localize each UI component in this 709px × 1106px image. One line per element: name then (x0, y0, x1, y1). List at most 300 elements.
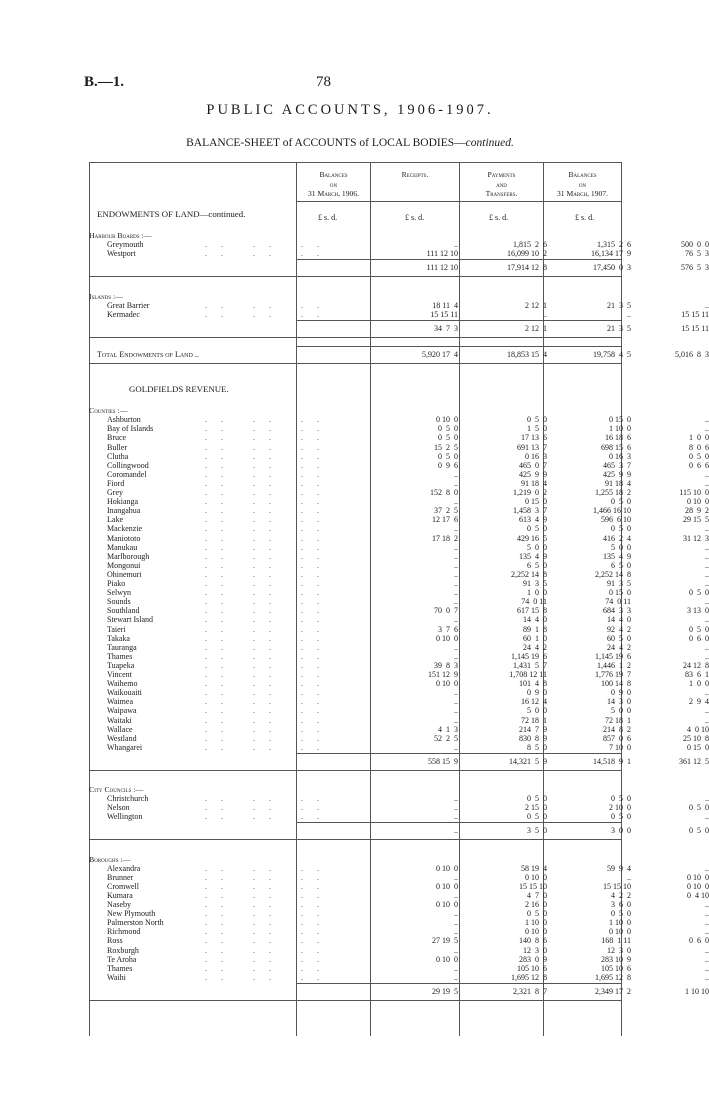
row-label: Sounds (107, 597, 131, 606)
table-row (89, 964, 709, 973)
cell-value: 5,016 8 3 (675, 350, 709, 359)
document-code: B.—1. (84, 74, 125, 90)
cell-value: 0 10 0 (525, 873, 547, 882)
cell-value: 0 5 0 (689, 625, 709, 634)
section-rule (89, 1000, 621, 1001)
leader-dots: .. .. .. (205, 606, 333, 615)
total-rule (296, 983, 621, 984)
cell-value: 21 3 5 (607, 301, 631, 310)
cell-value: 416 2 4 (603, 534, 631, 543)
table-row (89, 310, 709, 319)
leader-dots: .. .. .. (205, 424, 333, 433)
cell-value: 91 18 4 (605, 479, 631, 488)
cell-value: 8 5 0 (527, 743, 547, 752)
cell-value: 24 4 2 (523, 643, 547, 652)
cell-value: 15 15 11 (681, 310, 709, 319)
leader-dots: .. .. .. (205, 310, 333, 319)
col-header-balances-1907: Balances on 31 March, 1907. (556, 170, 609, 198)
row-label: Great Barrier (107, 301, 150, 310)
cell-value: 0 5 0 (438, 452, 458, 461)
cell-value: 29 15 5 (683, 515, 709, 524)
cell-value: 283 0 9 (519, 955, 547, 964)
table-row (89, 946, 709, 955)
cell-value: 1 10 0 (525, 918, 547, 927)
cell-value: 135 4 9 (603, 552, 631, 561)
cell-value: 0 6 6 (689, 461, 709, 470)
leader-dots: .. .. .. (205, 918, 333, 927)
table-top-rule (89, 162, 621, 163)
leader-dots: .. .. .. (205, 743, 333, 752)
leader-dots: .. .. .. (205, 301, 333, 310)
table-row (89, 461, 709, 470)
cell-value: 0 15 0 (609, 588, 631, 597)
section-heading (89, 292, 621, 301)
cell-value: 500 0 0 (681, 240, 709, 249)
cell-value: .. (627, 873, 631, 882)
cell-value: 429 16 5 (517, 534, 547, 543)
table-row (89, 606, 709, 615)
leader-dots: .. .. .. (205, 909, 333, 918)
cell-value: 4 0 10 (687, 725, 709, 734)
leader-dots: .. .. .. (205, 864, 333, 873)
cell-value: 613 4 9 (519, 515, 547, 524)
row-label: Tuapeka (107, 661, 135, 670)
cell-value: 0 9 6 (438, 461, 458, 470)
cell-value: 596 6 10 (601, 515, 631, 524)
section-rule (89, 770, 621, 771)
total-row (89, 263, 709, 272)
leader-dots: .. .. .. (205, 240, 333, 249)
cell-value: 58 19 4 (521, 864, 547, 873)
cell-value: .. (705, 561, 709, 570)
section-heading (89, 406, 621, 415)
total-row (89, 826, 709, 835)
cell-value: 283 10 9 (601, 955, 631, 964)
leader-dots: .. .. .. (205, 570, 333, 579)
page-title: PUBLIC ACCOUNTS, 1906-1907. (206, 102, 494, 118)
cell-value: .. (705, 900, 709, 909)
table-row (89, 588, 709, 597)
table-row (89, 524, 709, 533)
cell-value: .. (705, 927, 709, 936)
cell-value: 2,252 14 8 (511, 570, 547, 579)
cell-value: 1,431 5 7 (513, 661, 547, 670)
cell-value: 0 10 0 (436, 634, 458, 643)
table-row (89, 909, 709, 918)
leader-dots: .. .. .. (205, 794, 333, 803)
table-title-main: BALANCE-SHEET of ACCOUNTS of LOCAL BODIES— (186, 137, 466, 149)
row-label: Islands :— (89, 292, 123, 301)
table-row (89, 301, 709, 310)
cell-value: 18 11 4 (432, 301, 458, 310)
table-row (89, 615, 709, 624)
cell-value: 1,458 3 7 (513, 506, 547, 515)
cell-value: 558 15 9 (428, 757, 458, 766)
cell-value: 89 1 8 (523, 625, 547, 634)
cell-value: .. (705, 652, 709, 661)
section-heading (89, 385, 621, 394)
cell-value: 111 12 10 (426, 249, 458, 258)
leader-dots: .. .. .. (205, 652, 333, 661)
row-label: Waitaki (107, 716, 132, 725)
row-label: Maniototo (107, 534, 141, 543)
table-row (89, 794, 709, 803)
row-label: Manukau (107, 543, 138, 552)
row-label: Bay of Islands (107, 424, 154, 433)
cell-value: .. (454, 240, 458, 249)
cell-value: 91 3 5 (607, 579, 631, 588)
row-label: Coromandel (107, 470, 147, 479)
cell-value: 6 5 0 (611, 561, 631, 570)
cell-value: 1,255 18 2 (595, 488, 631, 497)
cell-value: 0 6 0 (689, 634, 709, 643)
row-label: Stewart Island (107, 615, 153, 624)
row-label: Thames (107, 652, 133, 661)
leader-dots: .. .. .. (205, 524, 333, 533)
leader-dots: .. .. .. (205, 515, 333, 524)
table-row (89, 688, 709, 697)
cell-value: 2 10 0 (609, 803, 631, 812)
cell-value: 698 15 6 (601, 443, 631, 452)
table-row (89, 927, 709, 936)
cell-value: 0 16 3 (525, 452, 547, 461)
cell-value: 0 9 0 (611, 688, 631, 697)
leader-dots: .. .. .. (205, 561, 333, 570)
row-label: Vincent (107, 670, 132, 679)
cell-value: .. (454, 918, 458, 927)
row-label: Te Aroha (107, 955, 137, 964)
cell-value: 0 16 3 (609, 452, 631, 461)
table-row (89, 597, 709, 606)
cell-value: 1,145 19 6 (511, 652, 547, 661)
cell-value: 152 8 0 (430, 488, 458, 497)
cell-value: .. (705, 918, 709, 927)
row-label: Nelson (107, 803, 130, 812)
cell-value: 76 5 3 (685, 249, 709, 258)
row-label: Mongonui (107, 561, 141, 570)
row-label: Westport (107, 249, 136, 258)
cell-value: .. (454, 479, 458, 488)
cell-value: 0 10 0 (525, 927, 547, 936)
row-label: Piako (107, 579, 126, 588)
cell-value: 15 15 10 (603, 882, 631, 891)
cell-value: .. (454, 615, 458, 624)
cell-value: .. (705, 955, 709, 964)
row-label: Thames (107, 964, 133, 973)
row-label: ENDOWMENTS OF LAND—continued. (97, 209, 246, 219)
cell-value: 140 8 6 (519, 936, 547, 945)
row-label: Waipawa (107, 706, 137, 715)
cell-value: 0 5 0 (689, 452, 709, 461)
cell-value: 5 0 0 (611, 543, 631, 552)
row-label: Southland (107, 606, 140, 615)
total-rule (296, 753, 621, 754)
cell-value: 17,450 0 3 (593, 263, 631, 272)
cell-value: 7 10 0 (609, 743, 631, 752)
cell-value: .. (454, 524, 458, 533)
table-row (89, 882, 709, 891)
table-row (89, 470, 709, 479)
cell-value: .. (454, 561, 458, 570)
row-label: Greymouth (107, 240, 144, 249)
cell-value: 2 9 4 (689, 697, 709, 706)
lsd-col4: £ s. d. (575, 213, 595, 222)
cell-value: 72 18 1 (521, 716, 547, 725)
cell-value: 16,099 10 2 (507, 249, 547, 258)
leader-dots: .. .. .. (205, 433, 333, 442)
row-label: Selwyn (107, 588, 131, 597)
leader-dots: .. .. .. (205, 688, 333, 697)
cell-value: 14 4 0 (607, 615, 631, 624)
row-label: Hokianga (107, 497, 139, 506)
cell-value: 2 12 1 (525, 301, 547, 310)
cell-value: 5 0 0 (527, 706, 547, 715)
table-row (89, 716, 709, 725)
leader-dots: .. .. .. (205, 716, 333, 725)
cell-value: 31 12 3 (683, 534, 709, 543)
cell-value: 2,349 17 2 (595, 987, 631, 996)
leader-dots: .. .. .. (205, 249, 333, 258)
cell-value: 0 5 0 (438, 424, 458, 433)
leader-dots: .. .. .. (205, 534, 333, 543)
table-row (89, 579, 709, 588)
leader-dots: .. .. .. (205, 661, 333, 670)
table-row (89, 697, 709, 706)
section-rule (89, 337, 621, 338)
row-label: Kumara (107, 891, 133, 900)
cell-value: 1,708 12 11 (509, 670, 547, 679)
cell-value: 2 15 0 (525, 803, 547, 812)
table-row (89, 625, 709, 634)
cell-value: 28 9 2 (685, 506, 709, 515)
row-label: Christchurch (107, 794, 149, 803)
cell-value: 70 0 7 (434, 606, 458, 615)
row-label: Buller (107, 443, 127, 452)
leader-dots: .. .. .. (205, 643, 333, 652)
leader-dots: .. .. .. (205, 479, 333, 488)
section-rule (89, 276, 621, 277)
table-row (89, 652, 709, 661)
row-label: Taieri (107, 625, 126, 634)
leader-dots: .. .. .. (205, 927, 333, 936)
table-row (89, 812, 709, 821)
cell-value: .. (705, 864, 709, 873)
cell-value: .. (454, 652, 458, 661)
cell-value: 59 9 4 (607, 864, 631, 873)
total-row (89, 324, 709, 333)
cell-value: 830 8 9 (519, 734, 547, 743)
table-row (89, 443, 709, 452)
leader-dots: .. .. .. (205, 725, 333, 734)
cell-value: 3 7 6 (438, 625, 458, 634)
leader-dots: .. .. .. (205, 615, 333, 624)
cell-value: 1 5 0 (527, 424, 547, 433)
total-rule (296, 259, 621, 260)
cell-value: .. (705, 424, 709, 433)
cell-value: 14 4 0 (523, 615, 547, 624)
cell-value: .. (705, 543, 709, 552)
cell-value: 60 5 0 (607, 634, 631, 643)
cell-value: .. (705, 688, 709, 697)
leader-dots: .. .. .. (205, 543, 333, 552)
cell-value: 16,134 17 9 (591, 249, 631, 258)
table-row (89, 873, 709, 882)
lsd-col3: £ s. d. (489, 213, 509, 222)
leader-dots: .. .. .. (205, 882, 333, 891)
leader-dots: .. .. .. (205, 506, 333, 515)
page-number: 78 (316, 74, 331, 90)
table-row (89, 891, 709, 900)
cell-value: .. (454, 697, 458, 706)
row-label: Fiord (107, 479, 125, 488)
leader-dots: .. .. .. (205, 497, 333, 506)
cell-value: 0 5 0 (527, 909, 547, 918)
cell-value: 52 2 5 (434, 734, 458, 743)
cell-value: .. (454, 497, 458, 506)
cell-value: .. (454, 946, 458, 955)
section-heading (89, 855, 621, 864)
cell-value: 168 1 11 (601, 936, 631, 945)
cell-value: 15 15 11 (681, 324, 709, 333)
cell-value: 214 8 2 (603, 725, 631, 734)
leader-dots: .. .. .. (205, 470, 333, 479)
cell-value: 1 0 0 (689, 679, 709, 688)
cell-value: .. (454, 794, 458, 803)
table-row (89, 488, 709, 497)
leader-dots: .. .. .. (205, 973, 333, 982)
leader-dots: .. .. .. (205, 552, 333, 561)
table-row (89, 661, 709, 670)
cell-value: .. (543, 310, 547, 319)
table-row (89, 743, 709, 752)
row-label: Bruce (107, 433, 127, 442)
cell-value: 91 3 5 (523, 579, 547, 588)
cell-value: 691 13 7 (517, 443, 547, 452)
cell-value: 3 5 0 (527, 826, 547, 835)
cell-value: 135 4 9 (519, 552, 547, 561)
table-row (89, 900, 709, 909)
leader-dots: .. .. .. (205, 597, 333, 606)
table-row (89, 670, 709, 679)
cell-value: 0 5 0 (689, 588, 709, 597)
row-label: Cromwell (107, 882, 139, 891)
row-label: Westland (107, 734, 137, 743)
cell-value: .. (627, 310, 631, 319)
table-row (89, 433, 709, 442)
table-row (89, 506, 709, 515)
cell-value: 1,695 12 8 (511, 973, 547, 982)
cell-value: 101 4 8 (519, 679, 547, 688)
cell-value: 576 5 3 (681, 263, 709, 272)
total-row (89, 757, 709, 766)
cell-value: 2,252 14 8 (595, 570, 631, 579)
cell-value: 0 10 0 (436, 955, 458, 964)
cell-value: 0 10 0 (436, 864, 458, 873)
cell-value: 0 6 0 (689, 936, 709, 945)
leader-dots: .. .. .. (205, 803, 333, 812)
table-row (89, 240, 709, 249)
cell-value: 3 6 0 (611, 900, 631, 909)
cell-value: 0 5 0 (611, 497, 631, 506)
table-row (89, 561, 709, 570)
row-label: City Councils :— (89, 785, 144, 794)
cell-value: 1 0 0 (527, 588, 547, 597)
leader-dots: .. .. .. (205, 873, 333, 882)
cell-value: 0 10 0 (436, 900, 458, 909)
cell-value: 14,321 5 9 (509, 757, 547, 766)
row-label: Clutha (107, 452, 129, 461)
total-row (89, 987, 709, 996)
row-label: Harbour Boards :— (89, 231, 152, 240)
row-label: Whangarei (107, 743, 143, 752)
row-label: Wallace (107, 725, 133, 734)
cell-value: 16 18 6 (605, 433, 631, 442)
cell-value: .. (454, 873, 458, 882)
cell-value: 0 5 0 (689, 826, 709, 835)
leader-dots: .. .. .. (205, 488, 333, 497)
cell-value: 0 10 0 (609, 927, 631, 936)
cell-value: 0 10 0 (687, 497, 709, 506)
row-label: Waihi (107, 973, 126, 982)
cell-value: .. (705, 301, 709, 310)
cell-value: 72 18 1 (605, 716, 631, 725)
table-row (89, 424, 709, 433)
row-label: Palmerston North (107, 918, 164, 927)
total-row (89, 350, 709, 359)
cell-value: 3 0 0 (611, 826, 631, 835)
cell-value: .. (705, 909, 709, 918)
cell-value: 12 3 0 (523, 946, 547, 955)
row-label: Inangahua (107, 506, 141, 515)
cell-value: .. (705, 964, 709, 973)
row-label: Richmond (107, 927, 141, 936)
cell-value: 4 7 0 (527, 891, 547, 900)
row-label: Marlborough (107, 552, 150, 561)
cell-value: 857 0 6 (603, 734, 631, 743)
row-label: Ross (107, 936, 123, 945)
cell-value: .. (705, 973, 709, 982)
cell-value: 92 4 2 (607, 625, 631, 634)
cell-value: 18,853 15 4 (507, 350, 547, 359)
total-rule (296, 822, 621, 823)
table-row (89, 973, 709, 982)
cell-value: .. (705, 579, 709, 588)
cell-value: 12 3 0 (607, 946, 631, 955)
cell-value: 1,446 1 2 (597, 661, 631, 670)
cell-value: .. (454, 688, 458, 697)
cell-value: .. (454, 964, 458, 973)
cell-value: 17,914 12 8 (507, 263, 547, 272)
cell-value: .. (454, 891, 458, 900)
cell-value: 0 5 0 (611, 524, 631, 533)
leader-dots: .. .. .. (205, 955, 333, 964)
cell-value: .. (705, 794, 709, 803)
row-label: Waimea (107, 697, 134, 706)
cell-value: 19,758 4 5 (593, 350, 631, 359)
cell-value: .. (454, 597, 458, 606)
table-row (89, 497, 709, 506)
table-row (89, 643, 709, 652)
cell-value: .. (454, 552, 458, 561)
row-label: Counties :— (89, 406, 128, 415)
cell-value: 5 0 0 (527, 543, 547, 552)
cell-value: .. (454, 579, 458, 588)
row-label: Takaka (107, 634, 130, 643)
row-label: Kermadec (107, 310, 140, 319)
cell-value: .. (705, 812, 709, 821)
table-row (89, 552, 709, 561)
cell-value: 6 5 0 (527, 561, 547, 570)
